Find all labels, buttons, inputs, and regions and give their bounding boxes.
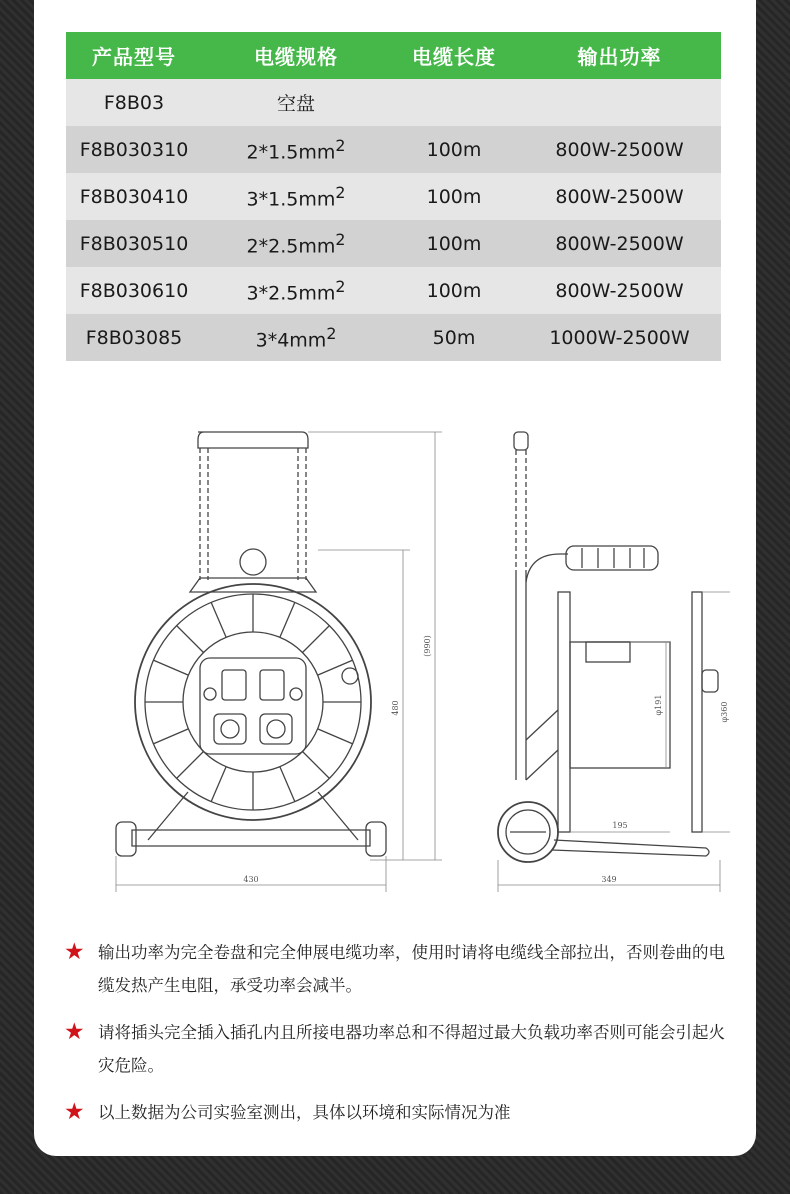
socket-right-face [267, 720, 285, 738]
breaker-switch-left [222, 670, 246, 700]
table-row [66, 79, 721, 126]
side-handle-arm [526, 554, 568, 582]
cell-spec [202, 267, 390, 314]
cell-spec-superscript: 2 [335, 229, 346, 249]
cell-power: 800W-2500W [518, 173, 721, 220]
star-icon: ★ [64, 1099, 85, 1125]
cell-spec-superscript: 2 [335, 276, 346, 296]
socket-right [260, 714, 292, 744]
side-reel-flange-left [558, 592, 570, 832]
side-base-bar [552, 840, 709, 856]
cell-length: 100m [390, 126, 518, 173]
dim-label-outer-diameter: φ360 [720, 701, 729, 723]
cell-power: 800W-2500W [518, 126, 721, 173]
front-handle-grip [198, 432, 308, 448]
notes-list [64, 936, 734, 1143]
socket-left [214, 714, 246, 744]
table-row [66, 267, 721, 314]
header-cable-length: 电缆长度 [390, 32, 518, 79]
cell-spec-text: 空盘 [276, 93, 315, 115]
cell-spec-text: 3*2.5mm [246, 282, 336, 305]
reel-crank-knob [342, 668, 358, 684]
cell-spec [202, 126, 390, 173]
header-cable-spec: 电缆规格 [202, 32, 390, 79]
cell-model: F8B030410 [66, 173, 202, 220]
cell-spec-superscript: 2 [335, 135, 346, 155]
note-item [64, 1016, 734, 1082]
cell-spec-text: 3*4mm [255, 329, 327, 352]
front-view [116, 432, 442, 892]
side-handle-top [514, 432, 528, 450]
socket-panel [200, 658, 306, 754]
cell-model: F8B03085 [66, 314, 202, 361]
cell-length: 100m [390, 267, 518, 314]
side-frame-upright [516, 570, 526, 780]
cell-length: 100m [390, 173, 518, 220]
side-crank-knob [702, 670, 718, 692]
side-grip-ridges [582, 548, 644, 568]
cell-spec-text: 2*2.5mm [246, 235, 336, 258]
cell-power [518, 79, 721, 126]
dim-label-inner-diameter: φ191 [654, 694, 663, 716]
header-model: 产品型号 [66, 32, 202, 79]
cell-spec [202, 173, 390, 220]
cell-spec [202, 220, 390, 267]
dim-label-front-width: 430 [243, 875, 259, 884]
indicator-right [290, 688, 302, 700]
note-text: 输出功率为完全卷盘和完全伸展电缆功率，使用时请将电缆线全部拉出，否则卷曲的电缆发热产生电阻，承受功率会减半。 [98, 943, 725, 995]
cell-spec-superscript: 2 [335, 182, 346, 202]
front-wheel-right [366, 822, 386, 856]
dim-label-total-height: (990) [423, 635, 432, 657]
breaker-switch-right [260, 670, 284, 700]
cell-power: 800W-2500W [518, 267, 721, 314]
spec-table [66, 32, 721, 361]
cell-spec-superscript: 2 [326, 323, 337, 343]
side-reel-flange-right [692, 592, 702, 832]
dim-label-side-width: 349 [601, 875, 617, 884]
indicator-left [204, 688, 216, 700]
side-socket-box [586, 642, 630, 662]
table-row [66, 126, 721, 173]
spec-card [34, 0, 756, 1156]
cell-model: F8B030510 [66, 220, 202, 267]
header-output-power: 输出功率 [518, 32, 721, 79]
cell-spec-text: 2*1.5mm [246, 141, 336, 164]
front-top-knob [240, 549, 266, 575]
cell-length: 100m [390, 220, 518, 267]
table-row [66, 220, 721, 267]
front-wheel-left [116, 822, 136, 856]
star-icon: ★ [64, 939, 85, 965]
cell-model: F8B030310 [66, 126, 202, 173]
cell-spec [202, 314, 390, 361]
dim-label-drum-width: 195 [612, 821, 628, 830]
front-base-frame [132, 830, 370, 846]
note-text: 请将插头完全插入插孔内且所接电器功率总和不得超过最大负载功率否则可能会引起火灾危险。 [98, 1023, 725, 1075]
table-row [66, 314, 721, 361]
cable-reel-technical-drawing [70, 420, 730, 900]
table-row [66, 173, 721, 220]
note-item [64, 1096, 734, 1129]
side-brace [526, 710, 558, 780]
cell-power: 1000W-2500W [518, 314, 721, 361]
note-text: 以上数据为公司实验室测出，具体以环境和实际情况为准 [98, 1103, 511, 1122]
cell-model: F8B03 [66, 79, 202, 126]
socket-left-face [221, 720, 239, 738]
cell-spec-text: 3*1.5mm [246, 188, 336, 211]
cell-length: 50m [390, 314, 518, 361]
cell-spec [202, 79, 390, 126]
reel-spokes [145, 594, 361, 810]
cell-model: F8B030610 [66, 267, 202, 314]
table-header-row [66, 32, 721, 79]
front-bracket [190, 578, 316, 592]
star-icon: ★ [64, 1019, 85, 1045]
dim-label-reel-height: 480 [391, 700, 400, 716]
cell-length [390, 79, 518, 126]
note-item [64, 936, 734, 1002]
cell-power: 800W-2500W [518, 220, 721, 267]
